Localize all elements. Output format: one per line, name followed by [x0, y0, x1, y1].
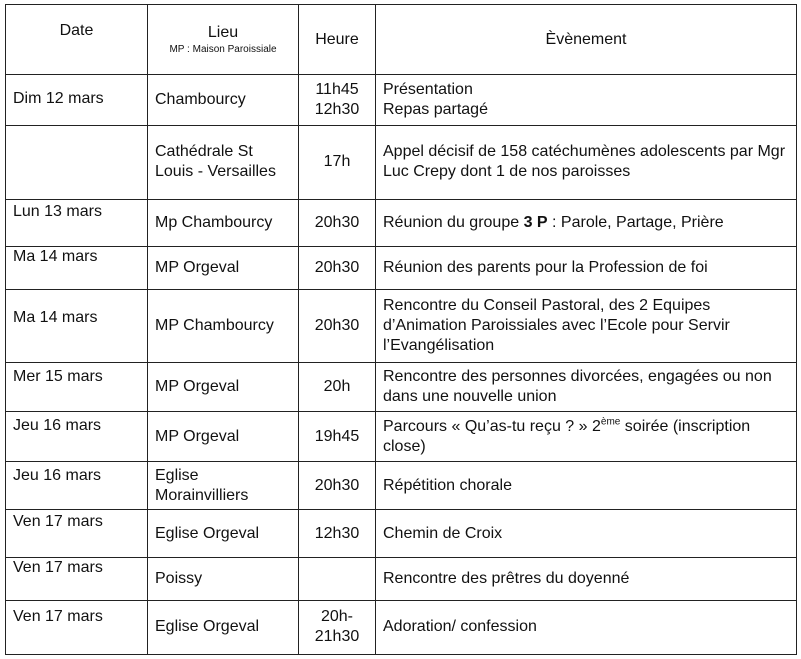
row-heure	[299, 75, 376, 126]
table-row	[6, 412, 797, 462]
row-date: Ven 17 mars	[6, 557, 148, 600]
row-event-line: Repas partagé	[383, 101, 488, 119]
row-event	[376, 412, 797, 462]
row-date: Mer 15 mars	[6, 363, 148, 412]
row-lieu: MP Chambourcy	[148, 289, 299, 362]
header-row	[6, 5, 797, 75]
row-event: Rencontre des prêtres du doyenné	[376, 557, 797, 600]
table-row	[6, 557, 797, 600]
row-lieu: MP Orgeval	[148, 246, 299, 289]
row-date: Ma 14 mars	[6, 246, 148, 289]
row-heure: 12h30	[299, 510, 376, 557]
row-event: Rencontre du Conseil Pastoral, des 2 Equipes d’Animation Paroissiales avec l’Ecole pour Servir l’Evangélisation	[376, 289, 797, 362]
row-lieu: Eglise Morainvilliers	[148, 462, 299, 510]
row-heure	[299, 600, 376, 654]
row-lieu: MP Orgeval	[148, 363, 299, 412]
row-heure: 19h45	[299, 412, 376, 462]
header-lieu-note: MP : Maison Paroissiale	[169, 44, 277, 55]
row-event: Appel décisif de 158 catéchumènes adolescents par Mgr Luc Crepy dont 1 de nos paroisses	[376, 126, 797, 199]
table-row	[6, 289, 797, 362]
events-table	[5, 4, 797, 655]
row-lieu: MP Orgeval	[148, 412, 299, 462]
row-event-text: : Parole, Partage, Prière	[547, 213, 724, 231]
row-date: Ven 17 mars	[6, 510, 148, 557]
row-heure: 20h30	[299, 246, 376, 289]
row-event-text: soirée (inscription close)	[383, 417, 751, 455]
table-row	[6, 600, 797, 654]
row-date: Jeu 16 mars	[6, 462, 148, 510]
row-event: Chemin de Croix	[376, 510, 797, 557]
row-lieu: Poissy	[148, 557, 299, 600]
table-row	[6, 510, 797, 557]
header-date: Date	[6, 5, 148, 75]
row-lieu: Cathédrale St Louis - Versailles	[148, 126, 299, 199]
row-heure: 20h	[299, 363, 376, 412]
row-heure: 20h30	[299, 462, 376, 510]
row-event-highlight: 3 P	[523, 213, 548, 231]
row-date: Ma 14 mars	[6, 289, 148, 362]
row-date: Ven 17 mars	[6, 600, 148, 654]
row-event-line: Présentation	[383, 81, 473, 99]
row-heure: 17h	[299, 126, 376, 199]
row-lieu: Chambourcy	[148, 75, 299, 126]
row-heure-line: 11h45	[315, 81, 359, 99]
row-heure: 20h30	[299, 199, 376, 246]
row-lieu: Mp Chambourcy	[148, 199, 299, 246]
row-event	[376, 75, 797, 126]
row-lieu: Eglise Orgeval	[148, 510, 299, 557]
row-event: Répétition chorale	[376, 462, 797, 510]
row-date: Lun 13 mars	[6, 199, 148, 246]
header-lieu-label: Lieu	[207, 24, 239, 41]
row-event-superscript: ème	[600, 416, 621, 428]
table-row	[6, 75, 797, 126]
row-heure: 20h30	[299, 289, 376, 362]
row-lieu: Eglise Orgeval	[148, 600, 299, 654]
header-evenement: Èvènement	[376, 5, 797, 75]
row-event: Réunion des parents pour la Profession de foi	[376, 246, 797, 289]
row-date: Dim 12 mars	[6, 75, 148, 126]
row-event-text: Parcours « Qu’as-tu reçu ? » 2	[383, 417, 601, 435]
row-event: Rencontre des personnes divorcées, engagées ou non dans une nouvelle union	[376, 363, 797, 412]
row-heure	[299, 557, 376, 600]
row-event	[376, 199, 797, 246]
row-event-text: Réunion du groupe	[383, 213, 524, 231]
table-row	[6, 199, 797, 246]
table-row	[6, 246, 797, 289]
row-event: Adoration/ confession	[376, 600, 797, 654]
row-heure-line: 12h30	[314, 101, 360, 119]
header-heure: Heure	[299, 5, 376, 75]
row-heure-line: 20h-	[320, 608, 354, 626]
table-row	[6, 126, 797, 199]
row-date	[6, 126, 148, 199]
header-lieu	[148, 5, 299, 75]
table-row	[6, 462, 797, 510]
table-row	[6, 363, 797, 412]
row-heure-line: 21h30	[314, 628, 360, 646]
row-date: Jeu 16 mars	[6, 412, 148, 462]
